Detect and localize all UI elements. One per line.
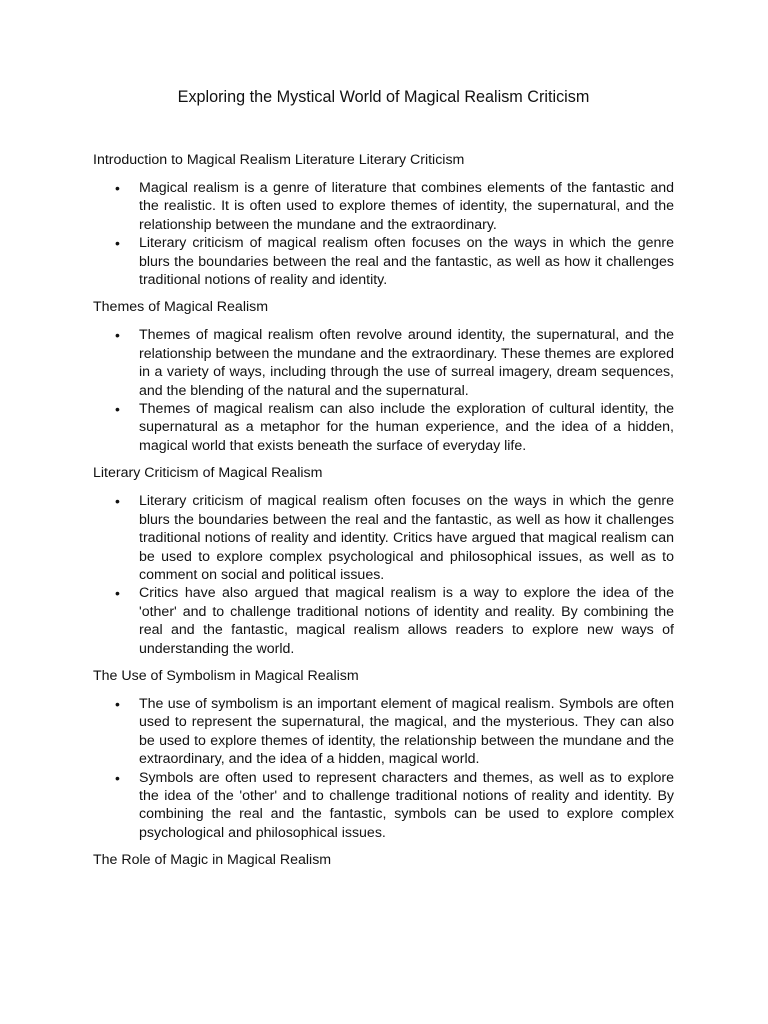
- document-title: Exploring the Mystical World of Magical Realism Criticism: [177, 88, 590, 106]
- bullet-text: Themes of magical realism often revolve around identity, the supernatural, and the relationship between the mundane and the extraordinary. These themes are explored in a variety of ways, including through the use of surreal imagery, dream sequences, and the blending of the natural and the supernatural.: [139, 327, 674, 399]
- bullet-item: [93, 400, 674, 455]
- bullet-item: [93, 234, 674, 289]
- section-heading: The Role of Magic in Magical Realism: [93, 852, 332, 869]
- bullet-icon: •: [115, 493, 120, 510]
- bullet-item: [93, 584, 674, 658]
- section-literary-criticism: [93, 464, 674, 658]
- section-symbolism: [93, 667, 674, 842]
- bullet-icon: •: [115, 180, 120, 196]
- bullet-icon: •: [115, 235, 120, 252]
- section-role-of-magic: [93, 851, 674, 869]
- section-themes: [93, 298, 674, 455]
- bullet-item: [93, 492, 674, 584]
- bullet-text: Literary criticism of magical realism often focuses on the ways in which the genre blurs the boundaries between the real and the fantastic, as well as how it challenges traditional notions of reality and identity. Critics have argued that magical realism can be used to explore complex psychological and philosophical issues, as well as to comment on social and political issues.: [139, 493, 674, 583]
- bullet-text: Symbols are often used to represent characters and themes, as well as to explore the idea of the 'other' and to challenge traditional notions of reality and identity. By combining the real and the fantastic, symbols can be used to explore complex psychological and philosophical issues.: [139, 769, 674, 841]
- section-heading: Themes of Magical Realism: [93, 299, 269, 316]
- bullet-icon: •: [115, 769, 120, 786]
- bullet-text: The use of symbolism is an important element of magical realism. Symbols are often used to represent the supernatural, the magical, and the mysterious. They can also be used to explore themes of identity, the relationship between the mundane and the extraordinary, and the idea of a hidden, magical world.: [139, 695, 674, 768]
- bullet-text: Critics have also argued that magical realism is a way to explore the idea of the 'other' and to challenge traditional notions of identity and reality. By combining the real and the fantastic, magical realism allows readers to explore new ways of understanding the world.: [139, 585, 674, 657]
- bullet-icon: •: [115, 695, 120, 712]
- bullet-list: [93, 492, 674, 658]
- bullet-text: Themes of magical realism can also include the exploration of cultural identity, the supernatural as a metaphor for the human experience, and the idea of a hidden, magical world that exists beneath the surface of everyday life.: [139, 401, 674, 454]
- section-introduction: [93, 151, 674, 289]
- bullet-list: [93, 695, 674, 842]
- section-heading: Introduction to Magical Realism Literature Literary Criticism: [93, 152, 465, 168]
- bullet-item: [93, 695, 674, 769]
- bullet-list: [93, 326, 674, 455]
- bullet-icon: •: [115, 401, 120, 418]
- bullet-list: [93, 179, 674, 289]
- section-heading: Literary Criticism of Magical Realism: [93, 465, 323, 482]
- bullet-icon: •: [115, 585, 120, 602]
- section-heading: The Use of Symbolism in Magical Realism: [93, 667, 359, 684]
- bullet-text: Literary criticism of magical realism often focuses on the ways in which the genre blurs the boundaries between the real and the fantastic, as well as how it challenges traditional notions of reality and identity.: [139, 235, 674, 289]
- bullet-item: [93, 326, 674, 400]
- bullet-item: [93, 179, 674, 234]
- bullet-icon: •: [115, 327, 120, 344]
- bullet-item: [93, 769, 674, 843]
- bullet-text: Magical realism is a genre of literature that combines elements of the fantastic and the realistic. It is often used to explore themes of identity, the supernatural, and the relationship between the mundane and the extraordinary.: [139, 180, 674, 233]
